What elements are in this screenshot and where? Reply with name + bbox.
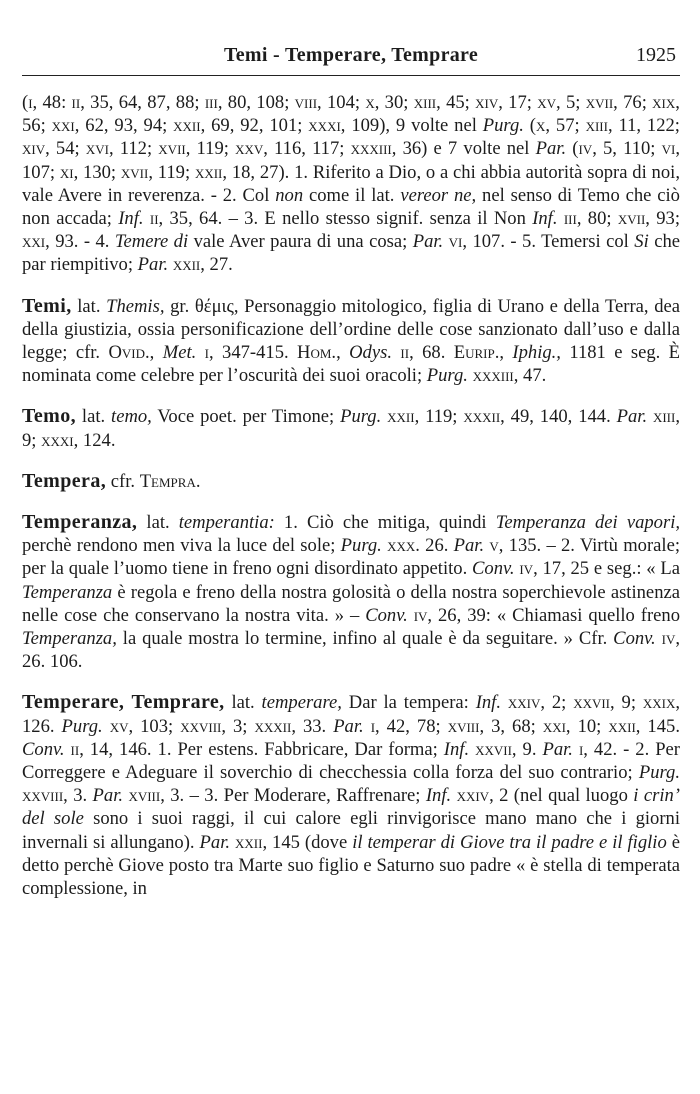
- work-abbreviation: Purg.: [426, 365, 468, 387]
- roman-numeral: xiii: [413, 92, 437, 113]
- text-span: , 9.: [511, 738, 543, 760]
- roman-numeral: i: [370, 715, 376, 737]
- text-span: , 80, 108;: [217, 92, 295, 113]
- roman-numeral: xxxii: [254, 715, 292, 737]
- dictionary-page: [22, 0, 680, 1094]
- text-span: , 57;: [545, 115, 586, 137]
- work-abbreviation: Met.: [162, 342, 197, 364]
- header-rule: [22, 75, 680, 76]
- text-span: , 3, 68;: [479, 715, 543, 737]
- text-span: lat.: [224, 692, 262, 714]
- roman-numeral: xxi: [22, 231, 46, 253]
- entry-temperare: [22, 691, 680, 900]
- work-abbreviation: Inf.: [532, 208, 558, 230]
- text-span: è detto perchè Giove posto tra Marte suo figlio e Saturno suo padre « è stella di temperata complessione, in: [22, 831, 680, 900]
- work-abbreviation: Conv.: [613, 628, 656, 650]
- work-abbreviation: Par.: [412, 231, 444, 253]
- text-span: (: [523, 115, 536, 137]
- text-span: , 26. 106.: [22, 628, 680, 673]
- author-name: Ovid.: [108, 342, 150, 364]
- text-span: , 93. - 4.: [45, 231, 115, 253]
- text-span: come il lat.: [303, 184, 401, 206]
- roman-numeral: xxxiii: [350, 138, 392, 160]
- text-span: , 9;: [22, 406, 681, 451]
- text-span: ,: [149, 342, 163, 364]
- work-abbreviation: Par.: [453, 535, 485, 557]
- work-abbreviation: Purg.: [340, 535, 382, 557]
- work-abbreviation: Conv.: [22, 738, 65, 760]
- cross-reference: Tempra: [139, 470, 196, 492]
- text-span: , 17;: [498, 92, 538, 113]
- phrase-term: Si: [634, 231, 649, 253]
- text-span: , 124.: [73, 429, 116, 451]
- work-abbreviation: Inf.: [443, 738, 470, 760]
- work-abbreviation: Purg.: [482, 115, 524, 137]
- latin-term: temperantia:: [178, 512, 275, 534]
- text-span: , 109), 9 volte nel: [340, 115, 483, 137]
- work-abbreviation: Par.: [92, 785, 124, 807]
- text-span: , 80;: [576, 208, 618, 230]
- text-span: , 54;: [45, 138, 86, 160]
- text-span: , 104;: [317, 92, 366, 113]
- text-span: , 3;: [221, 715, 255, 737]
- headword: Temperare, Temprare,: [22, 691, 225, 714]
- headword: Temo,: [22, 405, 77, 428]
- work-abbreviation: Purg.: [638, 762, 680, 784]
- text-span: , 103;: [128, 715, 181, 737]
- roman-numeral: ii: [71, 92, 81, 113]
- roman-numeral: xxvii: [573, 692, 611, 714]
- roman-numeral: xxii: [387, 406, 415, 428]
- work-abbreviation: Par.: [333, 715, 364, 737]
- text-span: [501, 692, 508, 713]
- roman-numeral: ii: [149, 208, 159, 230]
- text-span: , 119;: [148, 161, 195, 183]
- text-span: , 93;: [645, 208, 680, 230]
- roman-numeral: xvi: [85, 138, 109, 160]
- roman-numeral: xxii: [172, 254, 201, 276]
- work-abbreviation: Par.: [199, 831, 231, 853]
- text-span: 1. Ciò che mitiga, quindi: [274, 512, 496, 534]
- headword: Temperanza,: [22, 511, 138, 534]
- roman-numeral: i: [204, 342, 209, 364]
- roman-numeral: iv: [578, 138, 593, 160]
- work-abbreviation: Par.: [137, 254, 169, 276]
- text-span: [196, 342, 204, 363]
- text-span: , 30;: [374, 92, 414, 113]
- roman-numeral: xiv: [22, 138, 46, 160]
- text-span: , 107;: [22, 138, 681, 183]
- roman-numeral: xxii: [173, 115, 201, 137]
- author-name: Hom.: [297, 342, 337, 364]
- text-span: , 5;: [556, 92, 586, 113]
- text-span: , 5, 110;: [592, 138, 662, 160]
- text-span: sono i suoi raggi, il cui calore egli rinvigorisce mano mano che i giorni invernali si allungano).: [22, 808, 680, 853]
- text-span: , 69, 92, 101;: [200, 115, 309, 137]
- roman-numeral: i: [578, 738, 584, 760]
- work-abbreviation: Par.: [535, 138, 567, 160]
- text-span: , 2 (nel qual luogo: [489, 785, 634, 807]
- headword: Tempera,: [22, 469, 107, 492]
- text-span: Voce poet. per Timone;: [151, 406, 341, 428]
- roman-numeral: vi: [661, 138, 676, 160]
- text-span: perchè rendono men viva la luce del sole;: [22, 535, 341, 557]
- text-span: , 49, 140, 144.: [500, 406, 617, 428]
- roman-numeral: ii: [400, 342, 410, 364]
- roman-numeral: xxviii: [180, 715, 222, 737]
- entry-tempera: [22, 470, 680, 493]
- entry-temi: [22, 295, 680, 388]
- roman-numeral: viii: [294, 92, 318, 113]
- roman-numeral: xxxi: [308, 115, 341, 137]
- text-span: , 26, 39: « Chiamasi quello freno: [427, 604, 681, 626]
- roman-numeral: xiii: [652, 406, 676, 428]
- work-abbreviation: Odys.: [349, 342, 392, 364]
- text-span: , 119;: [185, 138, 236, 160]
- text-span: , 119;: [414, 406, 464, 428]
- roman-numeral: xxii: [608, 715, 636, 737]
- text-span: Dar la tempera:: [341, 692, 476, 714]
- latin-term: Themis,: [106, 295, 165, 317]
- text-span: , 14, 146. 1. Per estens. Fabbricare, Dar forma;: [79, 738, 444, 760]
- text-span: , 135. – 2. Virtù morale; per la quale l’uomo tiene in freno ogni disordinato appetito.: [22, 535, 680, 580]
- text-span: , 126.: [22, 692, 680, 737]
- entry-temperanza: [22, 511, 680, 673]
- roman-numeral: iii: [563, 208, 577, 230]
- roman-numeral: vi: [448, 231, 463, 253]
- text-span: , 2;: [540, 692, 574, 714]
- text-span: , 45;: [436, 92, 476, 113]
- text-span: (: [22, 92, 29, 113]
- phrase-term: i crin’ del sole: [22, 785, 680, 830]
- text-span: [103, 716, 110, 737]
- text-span: vale Aver paura di una cosa;: [188, 231, 413, 253]
- roman-numeral: xxix: [642, 692, 676, 714]
- text-span: 1181 e seg. È nominata come celebre per l’oscurità dei suoi oracoli;: [22, 342, 681, 387]
- text-span: , 130;: [73, 161, 121, 183]
- roman-numeral: x: [365, 92, 375, 113]
- roman-numeral: xxviii: [22, 785, 64, 807]
- text-span: , 68.: [409, 342, 454, 364]
- text-span: , 10;: [565, 715, 609, 737]
- text-span: cfr.: [106, 470, 140, 492]
- latin-term: temperare,: [261, 692, 342, 714]
- phrase-term: Temperanza,: [22, 628, 117, 650]
- text-span: ,: [499, 342, 513, 364]
- roman-numeral: xi: [59, 161, 74, 183]
- roman-numeral: xxi: [542, 715, 566, 737]
- work-abbreviation: Inf.: [118, 208, 144, 230]
- work-abbreviation: Purg.: [61, 715, 103, 737]
- phrase-term: il temperar di Giove tra il padre e il figlio: [352, 831, 667, 853]
- roman-numeral: xxv: [235, 138, 264, 160]
- roman-numeral: xxiv: [456, 785, 490, 807]
- page-title: Temi - Temperare, Temprare: [223, 44, 479, 66]
- headword: Temi,: [22, 294, 72, 317]
- entry-temere-continuation: [22, 91, 680, 277]
- work-abbreviation: Inf.: [475, 692, 501, 714]
- text-span: , 33.: [291, 715, 334, 737]
- text-span: , 76;: [613, 92, 653, 113]
- roman-numeral: ii: [70, 738, 80, 760]
- text-span: , 35, 64. – 3. E nello stesso signif. senza il Non: [158, 208, 533, 230]
- text-span: , 56;: [22, 92, 680, 137]
- running-head: [22, 44, 680, 74]
- page-number: 1925: [636, 44, 676, 66]
- text-span: lat.: [71, 295, 107, 317]
- text-span: , 116, 117;: [263, 138, 351, 160]
- latin-term: temo,: [111, 406, 152, 428]
- text-span: , 47.: [513, 365, 547, 387]
- roman-numeral: xix: [652, 92, 676, 113]
- roman-numeral: xv: [537, 92, 557, 113]
- text-span: , 42. - 2. Per Correggere e Adeguare il soverchio di checchessia colla forza del suo contrario;: [22, 738, 680, 784]
- text-span: , 3.: [63, 785, 93, 807]
- roman-numeral: iii: [204, 92, 218, 113]
- roman-numeral: xxi: [51, 115, 75, 137]
- roman-numeral: x: [536, 115, 546, 137]
- roman-numeral: xiv: [475, 92, 499, 113]
- text-span: è regola e freno della nostra golosità o della nostra soperchievole astinenza nelle cose che conservano la nostra vita. » –: [22, 581, 680, 626]
- roman-numeral: xviii: [128, 785, 161, 807]
- text-span: , 18, 27). 1. Riferito a Dio, o a chi abbia autorità sopra di noi, vale Avere in reverenza. - 2. Col: [22, 161, 680, 206]
- phrase-term: Temperanza: [22, 581, 113, 603]
- text-span: , 48:: [32, 92, 72, 113]
- phrase-term: Temere di: [114, 231, 189, 253]
- roman-numeral: xxxii: [463, 406, 501, 428]
- roman-numeral: xvii: [158, 138, 186, 160]
- text-span: , 347-415.: [209, 342, 298, 364]
- text-span: , 3. – 3. Per Moderare, Raffrenare;: [160, 785, 426, 807]
- roman-numeral: xvii: [617, 208, 646, 230]
- text-span: lat.: [76, 406, 112, 428]
- text-span: ,: [336, 342, 350, 364]
- work-abbreviation: Iphig.,: [512, 342, 561, 364]
- work-abbreviation: Conv.: [472, 558, 515, 580]
- text-span: , 112;: [108, 138, 159, 160]
- text-span: , 17, 25 e seg.: « La: [533, 558, 680, 580]
- latin-term: non: [275, 184, 304, 206]
- entry-temo: [22, 405, 680, 451]
- text-span: , 9;: [610, 692, 643, 714]
- roman-numeral: xxxi: [41, 429, 74, 451]
- roman-numeral: xxii: [235, 831, 263, 853]
- dictionary-body: [22, 91, 680, 900]
- latin-term: vereor ne,: [400, 184, 477, 206]
- text-span: la quale mostra lo termine, infino al quale è da seguitare. » Cfr.: [116, 628, 614, 650]
- roman-numeral: xiii: [585, 115, 608, 137]
- text-span: , 11, 122;: [607, 115, 680, 137]
- roman-numeral: xxiv: [507, 692, 541, 714]
- text-span: . 26.: [415, 535, 454, 557]
- roman-numeral: xv: [109, 715, 129, 737]
- roman-numeral: i: [28, 92, 33, 113]
- work-abbreviation: Conv.: [365, 604, 408, 626]
- text-span: , 145 (dove: [262, 831, 353, 853]
- work-abbreviation: Inf.: [425, 785, 452, 807]
- roman-numeral: xvii: [585, 92, 614, 113]
- text-span: , 35, 64, 87, 88;: [80, 92, 205, 113]
- roman-numeral: iv: [661, 628, 676, 650]
- roman-numeral: iv: [519, 558, 534, 580]
- work-abbreviation: Par.: [616, 406, 648, 428]
- text-span: , 42, 78;: [375, 715, 448, 737]
- text-span: , 27.: [200, 254, 233, 276]
- text-span: , 145.: [635, 715, 680, 737]
- text-span: lat.: [137, 512, 179, 534]
- roman-numeral: iv: [413, 604, 428, 626]
- roman-numeral: xxxiii: [472, 365, 514, 387]
- text-span: .: [195, 470, 201, 492]
- roman-numeral: v: [489, 535, 499, 557]
- roman-numeral: xxii: [194, 161, 223, 183]
- text-span: [364, 716, 371, 737]
- text-span: , 62, 93, 94;: [74, 115, 174, 137]
- work-abbreviation: Par.: [542, 738, 573, 760]
- text-span: (: [566, 138, 579, 160]
- roman-numeral: xxvii: [475, 738, 512, 760]
- roman-numeral: xxx: [387, 535, 416, 557]
- author-name: Eurip.: [453, 342, 500, 364]
- roman-numeral: xvii: [120, 161, 149, 183]
- text-span: , 36) e 7 volte nel: [391, 138, 536, 160]
- text-span: , 107. - 5. Temersi col: [462, 231, 635, 253]
- text-span: gr. θέμις, Personaggio mitologico, figlia di Urano e della Terra, dea della giustizia, ossia personificazione dell’ordine delle cose sanzionato dall’uso e dalla legge; cfr.: [22, 295, 680, 364]
- text-span: nel senso di Temo che ciò non accada;: [22, 184, 680, 230]
- phrase-term: Temperanza dei vapori,: [495, 512, 681, 534]
- work-abbreviation: Purg.: [340, 406, 382, 428]
- roman-numeral: xviii: [447, 715, 480, 737]
- text-span: che par riempitivo;: [22, 231, 681, 276]
